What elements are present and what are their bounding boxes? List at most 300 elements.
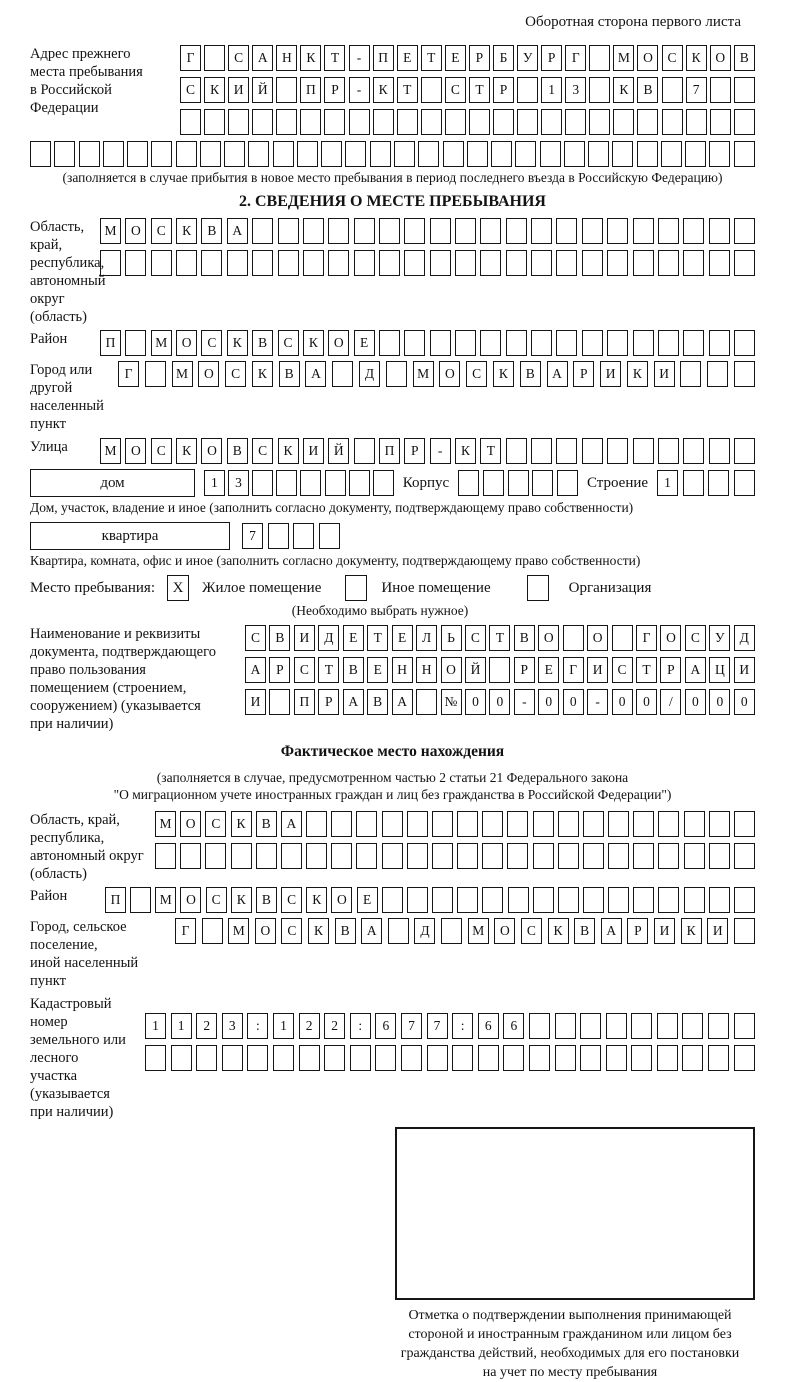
char-cell[interactable] [281, 843, 302, 869]
char-cell[interactable] [709, 250, 730, 276]
char-cell[interactable] [324, 109, 345, 135]
char-cell[interactable] [204, 45, 225, 71]
char-cell[interactable] [328, 218, 349, 244]
char-cell[interactable]: К [300, 45, 321, 71]
char-cell[interactable] [354, 250, 375, 276]
char-cell[interactable] [708, 1013, 729, 1039]
char-cell[interactable]: Т [469, 77, 490, 103]
char-cell[interactable] [480, 250, 501, 276]
char-cell[interactable] [455, 250, 476, 276]
char-cell[interactable] [432, 887, 453, 913]
char-cell[interactable] [517, 109, 538, 135]
char-cell[interactable]: Р [318, 689, 339, 715]
char-cell[interactable] [734, 1045, 755, 1071]
char-cell[interactable]: Н [416, 657, 437, 683]
char-cell[interactable] [379, 218, 400, 244]
char-cell[interactable]: М [172, 361, 193, 387]
char-cell[interactable] [349, 470, 370, 496]
char-cell[interactable] [350, 1045, 371, 1071]
char-cell[interactable]: С [278, 330, 299, 356]
char-cell[interactable]: М [100, 438, 121, 464]
char-cell[interactable] [303, 250, 324, 276]
char-cell[interactable]: И [600, 361, 621, 387]
char-cell[interactable] [231, 843, 252, 869]
char-cell[interactable]: В [367, 689, 388, 715]
char-cell[interactable] [145, 1045, 166, 1071]
char-cell[interactable]: - [587, 689, 608, 715]
char-cell[interactable]: В [269, 625, 290, 651]
char-cell[interactable] [480, 330, 501, 356]
char-cell[interactable] [506, 330, 527, 356]
char-cell[interactable] [709, 141, 730, 167]
char-cell[interactable]: 1 [273, 1013, 294, 1039]
char-cell[interactable]: О [255, 918, 276, 944]
char-cell[interactable] [680, 361, 701, 387]
char-cell[interactable] [103, 141, 124, 167]
char-cell[interactable] [328, 250, 349, 276]
char-cell[interactable] [269, 689, 290, 715]
char-cell[interactable] [324, 1045, 345, 1071]
char-cell[interactable]: Р [493, 77, 514, 103]
char-cell[interactable]: В [252, 330, 273, 356]
char-cell[interactable] [637, 141, 658, 167]
char-cell[interactable]: Р [269, 657, 290, 683]
char-cell[interactable]: С [465, 625, 486, 651]
char-cell[interactable]: П [100, 330, 121, 356]
char-cell[interactable]: К [176, 438, 197, 464]
char-cell[interactable] [710, 109, 731, 135]
char-cell[interactable] [130, 887, 151, 913]
char-cell[interactable]: 0 [612, 689, 633, 715]
char-cell[interactable]: К [613, 77, 634, 103]
char-cell[interactable] [633, 811, 654, 837]
char-cell[interactable] [633, 250, 654, 276]
char-cell[interactable] [79, 141, 100, 167]
char-cell[interactable]: Т [489, 625, 510, 651]
char-cell[interactable]: У [709, 625, 730, 651]
char-cell[interactable]: В [574, 918, 595, 944]
char-cell[interactable]: Р [573, 361, 594, 387]
char-cell[interactable]: 1 [657, 470, 678, 496]
char-cell[interactable] [662, 77, 683, 103]
char-cell[interactable]: Ц [709, 657, 730, 683]
char-cell[interactable] [278, 218, 299, 244]
char-cell[interactable] [606, 1013, 627, 1039]
char-cell[interactable]: Р [324, 77, 345, 103]
char-cell[interactable] [658, 330, 679, 356]
char-cell[interactable]: 0 [734, 689, 755, 715]
char-cell[interactable]: К [231, 811, 252, 837]
char-cell[interactable] [606, 1045, 627, 1071]
char-cell[interactable] [531, 250, 552, 276]
char-cell[interactable]: О [180, 811, 201, 837]
char-cell[interactable] [709, 811, 730, 837]
char-cell[interactable]: С [201, 330, 222, 356]
char-cell[interactable]: Т [367, 625, 388, 651]
char-cell[interactable] [734, 330, 755, 356]
char-cell[interactable] [607, 250, 628, 276]
char-cell[interactable]: 3 [228, 470, 249, 496]
checkbox-inoe[interactable] [345, 575, 367, 601]
char-cell[interactable] [508, 887, 529, 913]
char-cell[interactable] [683, 470, 704, 496]
char-cell[interactable] [734, 918, 755, 944]
char-cell[interactable]: У [517, 45, 538, 71]
char-cell[interactable]: А [392, 689, 413, 715]
char-cell[interactable] [588, 141, 609, 167]
char-cell[interactable] [734, 438, 755, 464]
char-cell[interactable]: 2 [196, 1013, 217, 1039]
char-cell[interactable] [734, 887, 755, 913]
char-cell[interactable] [657, 1045, 678, 1071]
char-cell[interactable]: 2 [299, 1013, 320, 1039]
char-cell[interactable]: Е [397, 45, 418, 71]
char-cell[interactable]: Р [404, 438, 425, 464]
char-cell[interactable] [331, 811, 352, 837]
char-cell[interactable] [248, 141, 269, 167]
char-cell[interactable] [556, 330, 577, 356]
char-cell[interactable] [708, 1045, 729, 1071]
char-cell[interactable] [583, 887, 604, 913]
char-cell[interactable] [612, 141, 633, 167]
char-cell[interactable]: К [455, 438, 476, 464]
char-cell[interactable]: О [125, 218, 146, 244]
char-cell[interactable]: Е [343, 625, 364, 651]
char-cell[interactable]: 7 [686, 77, 707, 103]
char-cell[interactable] [734, 77, 755, 103]
char-cell[interactable]: К [686, 45, 707, 71]
char-cell[interactable]: : [247, 1013, 268, 1039]
char-cell[interactable] [306, 843, 327, 869]
char-cell[interactable]: - [430, 438, 451, 464]
char-cell[interactable] [382, 811, 403, 837]
char-cell[interactable]: В [279, 361, 300, 387]
char-cell[interactable]: С [228, 45, 249, 71]
char-cell[interactable] [608, 843, 629, 869]
char-cell[interactable] [30, 141, 51, 167]
char-cell[interactable] [685, 141, 706, 167]
char-cell[interactable] [180, 109, 201, 135]
char-cell[interactable]: А [343, 689, 364, 715]
char-cell[interactable] [293, 523, 314, 549]
char-cell[interactable]: А [227, 218, 248, 244]
char-cell[interactable] [709, 887, 730, 913]
char-cell[interactable] [457, 843, 478, 869]
char-cell[interactable] [734, 361, 755, 387]
char-cell[interactable] [224, 141, 245, 167]
char-cell[interactable]: М [613, 45, 634, 71]
char-cell[interactable] [540, 141, 561, 167]
char-cell[interactable] [252, 470, 273, 496]
char-cell[interactable]: И [245, 689, 266, 715]
char-cell[interactable] [684, 843, 705, 869]
char-cell[interactable]: 1 [145, 1013, 166, 1039]
char-cell[interactable]: С [445, 77, 466, 103]
char-cell[interactable]: К [548, 918, 569, 944]
char-cell[interactable] [151, 141, 172, 167]
char-cell[interactable] [180, 843, 201, 869]
char-cell[interactable]: Г [175, 918, 196, 944]
char-cell[interactable]: А [601, 918, 622, 944]
char-cell[interactable]: М [155, 811, 176, 837]
char-cell[interactable] [276, 77, 297, 103]
char-cell[interactable] [682, 1045, 703, 1071]
char-cell[interactable]: О [587, 625, 608, 651]
char-cell[interactable] [125, 250, 146, 276]
char-cell[interactable]: Е [538, 657, 559, 683]
char-cell[interactable]: П [373, 45, 394, 71]
char-cell[interactable] [404, 250, 425, 276]
char-cell[interactable]: Н [392, 657, 413, 683]
char-cell[interactable]: С [281, 918, 302, 944]
char-cell[interactable]: О [198, 361, 219, 387]
char-cell[interactable]: Т [397, 77, 418, 103]
char-cell[interactable]: М [468, 918, 489, 944]
char-cell[interactable] [658, 438, 679, 464]
char-cell[interactable]: Д [359, 361, 380, 387]
char-cell[interactable] [734, 250, 755, 276]
char-cell[interactable] [332, 361, 353, 387]
char-cell[interactable]: М [151, 330, 172, 356]
char-cell[interactable] [373, 470, 394, 496]
char-cell[interactable] [432, 811, 453, 837]
char-cell[interactable]: 7 [427, 1013, 448, 1039]
char-cell[interactable]: С [612, 657, 633, 683]
char-cell[interactable]: К [373, 77, 394, 103]
char-cell[interactable] [580, 1045, 601, 1071]
char-cell[interactable]: С [206, 887, 227, 913]
char-cell[interactable]: О [637, 45, 658, 71]
char-cell[interactable]: П [294, 689, 315, 715]
char-cell[interactable]: В [734, 45, 755, 71]
char-cell[interactable]: Т [324, 45, 345, 71]
char-cell[interactable] [555, 1013, 576, 1039]
char-cell[interactable]: Д [734, 625, 755, 651]
char-cell[interactable]: Т [318, 657, 339, 683]
char-cell[interactable]: 0 [538, 689, 559, 715]
char-cell[interactable]: К [306, 887, 327, 913]
char-cell[interactable] [734, 109, 755, 135]
char-cell[interactable]: Р [660, 657, 681, 683]
char-cell[interactable] [734, 843, 755, 869]
char-cell[interactable] [633, 330, 654, 356]
char-cell[interactable]: 0 [709, 689, 730, 715]
char-cell[interactable] [455, 330, 476, 356]
char-cell[interactable] [445, 109, 466, 135]
char-cell[interactable] [683, 330, 704, 356]
char-cell[interactable] [734, 141, 755, 167]
char-cell[interactable]: Д [318, 625, 339, 651]
char-cell[interactable] [557, 470, 578, 496]
char-cell[interactable] [631, 1045, 652, 1071]
char-cell[interactable] [375, 1045, 396, 1071]
stamp-area[interactable] [395, 1127, 755, 1300]
char-cell[interactable] [558, 811, 579, 837]
char-cell[interactable]: О [538, 625, 559, 651]
char-cell[interactable] [416, 689, 437, 715]
char-cell[interactable] [306, 811, 327, 837]
char-cell[interactable] [430, 218, 451, 244]
char-cell[interactable] [54, 141, 75, 167]
char-cell[interactable] [228, 109, 249, 135]
char-cell[interactable] [489, 657, 510, 683]
char-cell[interactable] [421, 77, 442, 103]
char-cell[interactable] [531, 438, 552, 464]
char-cell[interactable] [205, 843, 226, 869]
char-cell[interactable]: А [252, 45, 273, 71]
char-cell[interactable]: И [654, 918, 675, 944]
char-cell[interactable] [734, 218, 755, 244]
char-cell[interactable] [388, 918, 409, 944]
char-cell[interactable] [457, 811, 478, 837]
char-cell[interactable] [565, 109, 586, 135]
char-cell[interactable]: Й [328, 438, 349, 464]
char-cell[interactable] [491, 141, 512, 167]
char-cell[interactable]: С [245, 625, 266, 651]
char-cell[interactable]: 3 [222, 1013, 243, 1039]
char-cell[interactable] [432, 843, 453, 869]
char-cell[interactable] [661, 141, 682, 167]
char-cell[interactable]: 2 [324, 1013, 345, 1039]
char-cell[interactable] [556, 250, 577, 276]
char-cell[interactable] [430, 250, 451, 276]
char-cell[interactable] [303, 218, 324, 244]
char-cell[interactable]: В [335, 918, 356, 944]
char-cell[interactable] [273, 141, 294, 167]
char-cell[interactable]: С [294, 657, 315, 683]
char-cell[interactable] [458, 470, 479, 496]
char-cell[interactable] [356, 843, 377, 869]
char-cell[interactable]: 7 [401, 1013, 422, 1039]
char-cell[interactable] [580, 1013, 601, 1039]
char-cell[interactable] [507, 811, 528, 837]
char-cell[interactable] [452, 1045, 473, 1071]
char-cell[interactable]: С [151, 438, 172, 464]
char-cell[interactable] [176, 141, 197, 167]
char-cell[interactable] [483, 470, 504, 496]
char-cell[interactable] [658, 811, 679, 837]
char-cell[interactable] [583, 843, 604, 869]
char-cell[interactable] [252, 218, 273, 244]
char-cell[interactable]: Р [514, 657, 535, 683]
char-cell[interactable] [607, 218, 628, 244]
char-cell[interactable]: С [225, 361, 246, 387]
char-cell[interactable]: П [300, 77, 321, 103]
char-cell[interactable] [379, 330, 400, 356]
char-cell[interactable]: А [281, 811, 302, 837]
char-cell[interactable] [503, 1045, 524, 1071]
char-cell[interactable]: И [303, 438, 324, 464]
char-cell[interactable]: И [294, 625, 315, 651]
char-cell[interactable]: И [654, 361, 675, 387]
char-cell[interactable] [506, 250, 527, 276]
char-cell[interactable] [397, 109, 418, 135]
char-cell[interactable] [608, 811, 629, 837]
char-cell[interactable] [276, 470, 297, 496]
char-cell[interactable] [541, 109, 562, 135]
char-cell[interactable] [407, 843, 428, 869]
char-cell[interactable]: П [105, 887, 126, 913]
char-cell[interactable] [300, 109, 321, 135]
char-cell[interactable] [480, 218, 501, 244]
char-cell[interactable]: 0 [636, 689, 657, 715]
char-cell[interactable] [127, 141, 148, 167]
char-cell[interactable]: Е [445, 45, 466, 71]
char-cell[interactable]: С [466, 361, 487, 387]
char-cell[interactable] [370, 141, 391, 167]
char-cell[interactable]: О [441, 657, 462, 683]
char-cell[interactable] [222, 1045, 243, 1071]
char-cell[interactable] [321, 141, 342, 167]
char-cell[interactable]: Й [252, 77, 273, 103]
char-cell[interactable] [556, 438, 577, 464]
char-cell[interactable] [533, 843, 554, 869]
char-cell[interactable] [631, 1013, 652, 1039]
char-cell[interactable]: С [281, 887, 302, 913]
char-cell[interactable]: С [521, 918, 542, 944]
char-cell[interactable] [506, 438, 527, 464]
char-cell[interactable]: : [452, 1013, 473, 1039]
char-cell[interactable]: Е [357, 887, 378, 913]
char-cell[interactable]: М [100, 218, 121, 244]
char-cell[interactable]: О [180, 887, 201, 913]
char-cell[interactable]: 6 [478, 1013, 499, 1039]
char-cell[interactable]: О [439, 361, 460, 387]
char-cell[interactable] [507, 843, 528, 869]
char-cell[interactable]: П [379, 438, 400, 464]
char-cell[interactable] [555, 1045, 576, 1071]
char-cell[interactable]: А [305, 361, 326, 387]
char-cell[interactable] [608, 887, 629, 913]
char-cell[interactable] [556, 218, 577, 244]
char-cell[interactable] [582, 218, 603, 244]
char-cell[interactable]: Т [480, 438, 501, 464]
char-cell[interactable] [482, 811, 503, 837]
char-cell[interactable]: : [350, 1013, 371, 1039]
char-cell[interactable]: С [151, 218, 172, 244]
char-cell[interactable] [349, 109, 370, 135]
char-cell[interactable] [734, 811, 755, 837]
char-cell[interactable]: Й [465, 657, 486, 683]
char-cell[interactable]: В [637, 77, 658, 103]
char-cell[interactable] [443, 141, 464, 167]
char-cell[interactable] [686, 109, 707, 135]
char-cell[interactable]: 0 [489, 689, 510, 715]
char-cell[interactable] [145, 361, 166, 387]
char-cell[interactable] [345, 141, 366, 167]
char-cell[interactable] [515, 141, 536, 167]
char-cell[interactable] [633, 843, 654, 869]
char-cell[interactable] [707, 361, 728, 387]
char-cell[interactable]: Б [493, 45, 514, 71]
char-cell[interactable] [155, 843, 176, 869]
checkbox-organizatsiya[interactable] [527, 575, 549, 601]
char-cell[interactable]: Н [276, 45, 297, 71]
char-cell[interactable] [533, 887, 554, 913]
char-cell[interactable] [407, 811, 428, 837]
char-cell[interactable] [478, 1045, 499, 1071]
char-cell[interactable] [563, 625, 584, 651]
char-cell[interactable] [441, 918, 462, 944]
char-cell[interactable] [125, 330, 146, 356]
char-cell[interactable] [204, 109, 225, 135]
char-cell[interactable]: Г [118, 361, 139, 387]
char-cell[interactable]: О [125, 438, 146, 464]
char-cell[interactable] [683, 218, 704, 244]
char-cell[interactable] [227, 250, 248, 276]
char-cell[interactable]: 1 [204, 470, 225, 496]
char-cell[interactable]: - [349, 45, 370, 71]
